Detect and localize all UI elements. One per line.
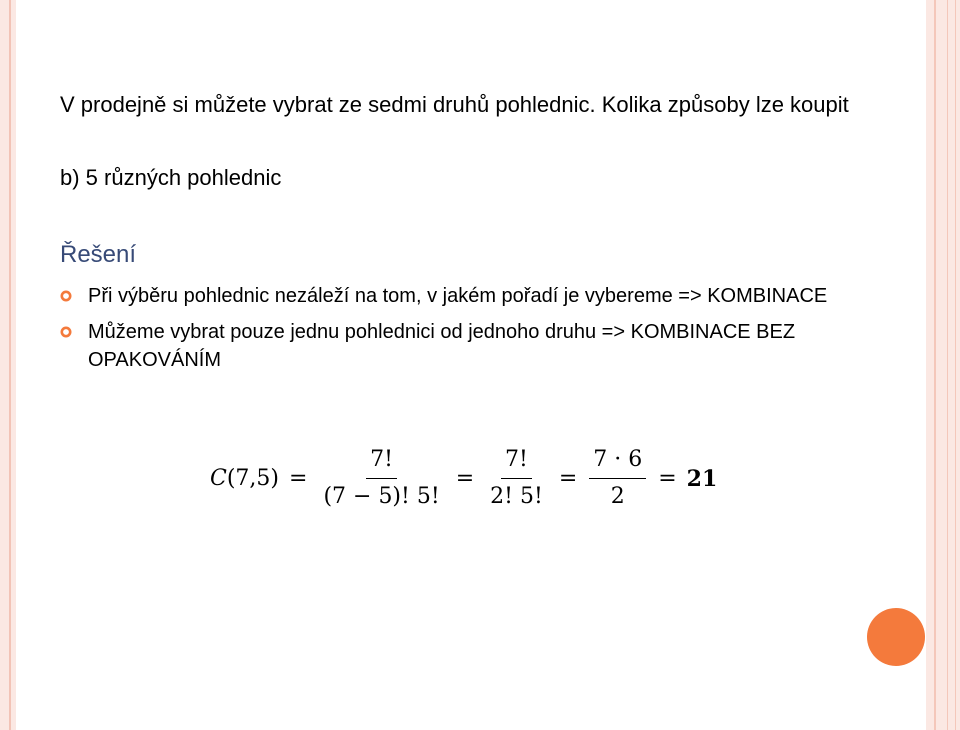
bullet-ring-icon [60, 290, 72, 302]
combination-formula [210, 446, 717, 511]
bullet-item [60, 282, 840, 310]
equals-sign: = [658, 466, 677, 491]
right-frame-line [947, 0, 948, 730]
fraction [486, 446, 547, 511]
solution-bullets [60, 282, 840, 382]
problem-part: b) 5 různých pohlednic [60, 165, 282, 190]
bullet-item [60, 318, 840, 374]
equals-sign: = [455, 466, 475, 491]
problem-statement: V prodejně si můžete vybrat ze sedmi druhů pohlednic. Kolika způsoby lze koupit [60, 92, 849, 117]
fraction [589, 446, 646, 511]
formula-symbol: C [210, 466, 227, 491]
bullet-text: Při výběru pohlednic nezáleží na tom, v jakém pořadí je vybereme => KOMBINACE [88, 285, 828, 307]
fraction [319, 446, 443, 511]
equals-sign: = [289, 466, 308, 491]
bullet-ring-icon [60, 326, 72, 338]
formula-result: 21 [686, 465, 718, 492]
right-frame-line [955, 0, 956, 730]
formula-args: (7,5) [226, 466, 279, 491]
left-frame-band [0, 0, 16, 730]
left-frame-line [9, 0, 11, 730]
fraction-numerator: 7! [366, 446, 397, 479]
fraction-denominator: 2! 5! [490, 484, 543, 509]
equals-sign: = [558, 466, 578, 491]
fraction-numerator: 7 · 6 [589, 446, 646, 479]
right-frame-line [934, 0, 936, 730]
decorative-circle [867, 608, 925, 666]
solution-heading: Řešení [60, 241, 137, 268]
bullet-text: Můžeme vybrat pouze jednu pohlednici od jednoho druhu => KOMBINACE BEZ OPAKOVÁNÍM [88, 321, 796, 371]
fraction-denominator: (7 − 5)! 5! [323, 484, 440, 509]
fraction-numerator: 7! [501, 446, 532, 479]
fraction-denominator: 2 [610, 484, 625, 509]
